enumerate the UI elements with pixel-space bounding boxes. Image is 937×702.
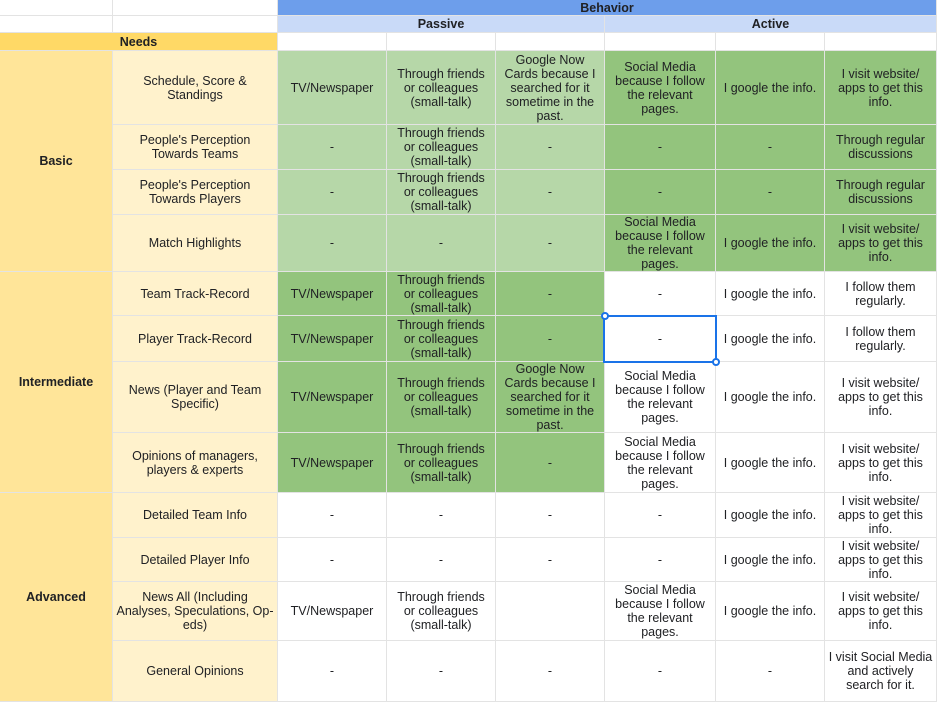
blank-cell-b2[interactable] xyxy=(113,16,278,33)
group-intermediate[interactable]: Intermediate xyxy=(0,272,113,493)
selection-handle-top-left[interactable] xyxy=(601,312,609,320)
table-cell[interactable]: - xyxy=(496,215,605,272)
table-cell[interactable]: - xyxy=(716,641,825,702)
behavior-header[interactable]: Behavior xyxy=(278,0,937,16)
table-cell[interactable]: I visit website/ apps to get this info. xyxy=(825,493,937,538)
table-cell[interactable]: TV/Newspaper xyxy=(278,272,387,316)
table-cell[interactable]: - xyxy=(387,493,496,538)
table-cell[interactable]: - xyxy=(496,170,605,215)
table-cell[interactable]: - xyxy=(605,641,716,702)
table-cell[interactable]: Through friends or colleagues (small-talk) xyxy=(387,316,496,362)
table-cell[interactable]: I visit website/ apps to get this info. xyxy=(825,362,937,433)
table-cell[interactable]: - xyxy=(496,125,605,170)
table-cell[interactable]: Social Media because I follow the relevant pages. xyxy=(605,51,716,125)
blank-header-cell[interactable] xyxy=(278,33,387,51)
need-label[interactable]: General Opinions xyxy=(113,641,278,702)
table-cell[interactable]: - xyxy=(605,316,716,362)
table-cell[interactable]: - xyxy=(716,170,825,215)
table-cell[interactable]: Through friends or colleagues (small-talk) xyxy=(387,433,496,493)
table-cell[interactable]: Through friends or colleagues (small-talk) xyxy=(387,362,496,433)
table-cell[interactable]: TV/Newspaper xyxy=(278,316,387,362)
table-cell[interactable]: - xyxy=(387,538,496,582)
table-cell[interactable]: - xyxy=(605,493,716,538)
table-cell[interactable]: I google the info. xyxy=(716,51,825,125)
table-cell[interactable]: I follow them regularly. xyxy=(825,272,937,316)
table-cell[interactable]: I google the info. xyxy=(716,582,825,641)
selection-handle-bottom-right[interactable] xyxy=(712,358,720,366)
table-cell[interactable]: TV/Newspaper xyxy=(278,582,387,641)
table-cell[interactable]: - xyxy=(278,538,387,582)
blank-cell-a2[interactable] xyxy=(0,16,113,33)
table-cell[interactable]: - xyxy=(387,641,496,702)
table-cell[interactable]: - xyxy=(496,538,605,582)
active-header[interactable]: Active xyxy=(605,16,937,33)
table-cell[interactable]: - xyxy=(716,125,825,170)
table-cell[interactable]: I visit website/ apps to get this info. xyxy=(825,538,937,582)
table-cell[interactable]: Through friends or colleagues (small-talk) xyxy=(387,170,496,215)
passive-header[interactable]: Passive xyxy=(278,16,605,33)
table-cell[interactable]: - xyxy=(496,493,605,538)
table-cell[interactable]: I visit website/ apps to get this info. xyxy=(825,51,937,125)
table-cell[interactable]: I google the info. xyxy=(716,433,825,493)
table-cell[interactable]: I follow them regularly. xyxy=(825,316,937,362)
need-label[interactable]: People's Perception Towards Players xyxy=(113,170,278,215)
table-cell[interactable]: - xyxy=(387,215,496,272)
table-cell[interactable]: I visit website/ apps to get this info. xyxy=(825,433,937,493)
table-cell[interactable]: Social Media because I follow the relevant pages. xyxy=(605,582,716,641)
table-cell[interactable]: - xyxy=(278,125,387,170)
table-cell[interactable]: - xyxy=(605,272,716,316)
table-cell[interactable]: I google the info. xyxy=(716,316,825,362)
table-cell[interactable]: TV/Newspaper xyxy=(278,51,387,125)
table-cell[interactable]: I visit website/ apps to get this info. xyxy=(825,582,937,641)
blank-cell-b1[interactable] xyxy=(113,0,278,16)
blank-header-cell[interactable] xyxy=(387,33,496,51)
table-cell[interactable]: TV/Newspaper xyxy=(278,433,387,493)
table-cell[interactable]: Social Media because I follow the relevant pages. xyxy=(605,362,716,433)
table-cell[interactable]: - xyxy=(605,538,716,582)
table-cell[interactable]: - xyxy=(496,316,605,362)
table-cell[interactable]: I google the info. xyxy=(716,538,825,582)
table-cell[interactable]: I visit website/ apps to get this info. xyxy=(825,215,937,272)
table-cell[interactable]: TV/Newspaper xyxy=(278,362,387,433)
table-cell[interactable]: I google the info. xyxy=(716,272,825,316)
table-cell[interactable]: Social Media because I follow the relevant pages. xyxy=(605,215,716,272)
table-cell[interactable]: - xyxy=(496,272,605,316)
table-cell[interactable]: - xyxy=(496,641,605,702)
table-cell[interactable]: - xyxy=(278,170,387,215)
needs-header[interactable]: Needs xyxy=(0,33,278,51)
need-label[interactable]: News All (Including Analyses, Speculations, Op-eds) xyxy=(113,582,278,641)
blank-header-cell[interactable] xyxy=(716,33,825,51)
table-cell[interactable]: - xyxy=(496,433,605,493)
blank-cell-a1[interactable] xyxy=(0,0,113,16)
table-cell[interactable]: - xyxy=(605,170,716,215)
table-cell[interactable]: Through friends or colleagues (small-talk) xyxy=(387,125,496,170)
table-cell[interactable]: Social Media because I follow the relevant pages. xyxy=(605,433,716,493)
need-label[interactable]: Detailed Player Info xyxy=(113,538,278,582)
table-cell[interactable]: Through regular discussions xyxy=(825,125,937,170)
need-label[interactable]: Opinions of managers, players & experts xyxy=(113,433,278,493)
need-label[interactable]: Team Track-Record xyxy=(113,272,278,316)
need-label[interactable]: Detailed Team Info xyxy=(113,493,278,538)
blank-header-cell[interactable] xyxy=(496,33,605,51)
table-cell[interactable]: Through friends or colleagues (small-talk) xyxy=(387,272,496,316)
need-label[interactable]: Player Track-Record xyxy=(113,316,278,362)
table-cell[interactable]: Google Now Cards because I searched for it sometime in the past. xyxy=(496,51,605,125)
table-cell[interactable]: Through regular discussions xyxy=(825,170,937,215)
blank-header-cell[interactable] xyxy=(605,33,716,51)
table-cell[interactable]: I google the info. xyxy=(716,215,825,272)
table-cell[interactable]: I google the info. xyxy=(716,362,825,433)
table-cell[interactable] xyxy=(496,582,605,641)
blank-header-cell[interactable] xyxy=(825,33,937,51)
table-cell[interactable]: - xyxy=(278,641,387,702)
table-cell[interactable]: - xyxy=(278,493,387,538)
table-cell[interactable]: - xyxy=(605,125,716,170)
table-cell[interactable]: Google Now Cards because I searched for it sometime in the past. xyxy=(496,362,605,433)
table-cell[interactable]: I google the info. xyxy=(716,493,825,538)
need-label[interactable]: Schedule, Score & Standings xyxy=(113,51,278,125)
need-label[interactable]: News (Player and Team Specific) xyxy=(113,362,278,433)
need-label[interactable]: Match Highlights xyxy=(113,215,278,272)
table-cell[interactable]: - xyxy=(278,215,387,272)
table-cell[interactable]: Through friends or colleagues (small-talk) xyxy=(387,582,496,641)
need-label[interactable]: People's Perception Towards Teams xyxy=(113,125,278,170)
table-cell[interactable]: Through friends or colleagues (small-talk) xyxy=(387,51,496,125)
group-basic[interactable]: Basic xyxy=(0,51,113,272)
table-cell[interactable]: I visit Social Media and actively search for it. xyxy=(825,641,937,702)
group-advanced[interactable]: Advanced xyxy=(0,493,113,702)
